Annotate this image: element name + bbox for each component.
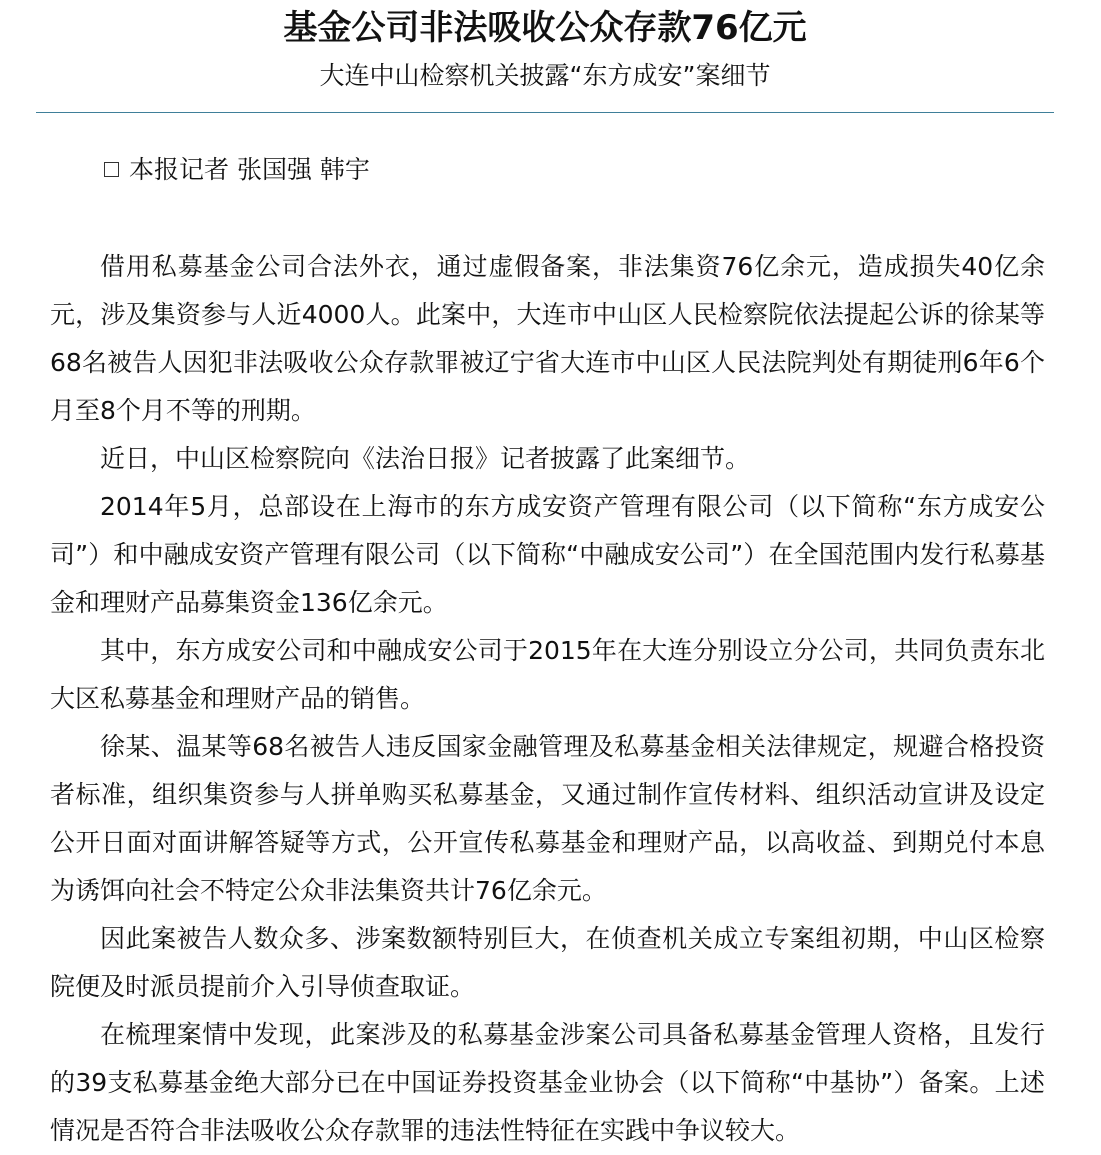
byline	[104, 150, 370, 190]
headline: 基金公司非法吸收公众存款76亿元	[283, 8, 807, 48]
paragraph: 徐某、温某等68名被告人违反国家金融管理及私募基金相关法律规定，规避合格投资者标准，组织集资参与人拼单购买私募基金，又通过制作宣传材料、组织活动宣讲及设定公开日面对面讲解答疑等方式，公开宣传私募基金和理财产品，以高收益、到期兑付本息为诱饵向社会不特定公众非法集资共计76亿余元。	[50, 732, 1045, 905]
paragraph: 其中，东方成安公司和中融成安公司于2015年在大连分别设立分公司，共同负责东北大区私募基金和理财产品的销售。	[50, 636, 1045, 713]
paragraph: 借用私募基金公司合法外衣，通过虚假备案，非法集资76亿余元，造成损失40亿余元，涉及集资参与人近4000人。此案中，大连市中山区人民检察院依法提起公诉的徐某等68名被告人因犯非法吸收公众存款罪被辽宁省大连市中山区人民法院判处有期徒刑6年6个月至8个月不等的刑期。	[50, 252, 1045, 425]
article-body	[50, 243, 1045, 1155]
paragraph: 近日，中山区检察院向《法治日报》记者披露了此案细节。	[100, 444, 751, 473]
byline-text: 本报记者 张国强 韩宇	[129, 155, 370, 184]
paragraph: 2014年5月，总部设在上海市的东方成安资产管理有限公司（以下简称“东方成安公司”）和中融成安资产管理有限公司（以下简称“中融成安公司”）在全国范围内发行私募基金和理财产品募集资金136亿余元。	[50, 492, 1045, 617]
paragraph: 因此案被告人数众多、涉案数额特别巨大，在侦查机关成立专案组初期，中山区检察院便及时派员提前介入引导侦查取证。	[50, 924, 1045, 1001]
divider	[36, 112, 1054, 113]
paragraph: 在梳理案情中发现，此案涉及的私募基金涉案公司具备私募基金管理人资格，且发行的39支私募基金绝大部分已在中国证券投资基金业协会（以下简称“中基协”）备案。上述情况是否符合非法吸收公众存款罪的违法性特征在实践中争议较大。	[50, 1020, 1045, 1145]
square-icon	[104, 162, 119, 177]
subheadline: 大连中山检察机关披露“东方成安”案细节	[319, 61, 771, 90]
